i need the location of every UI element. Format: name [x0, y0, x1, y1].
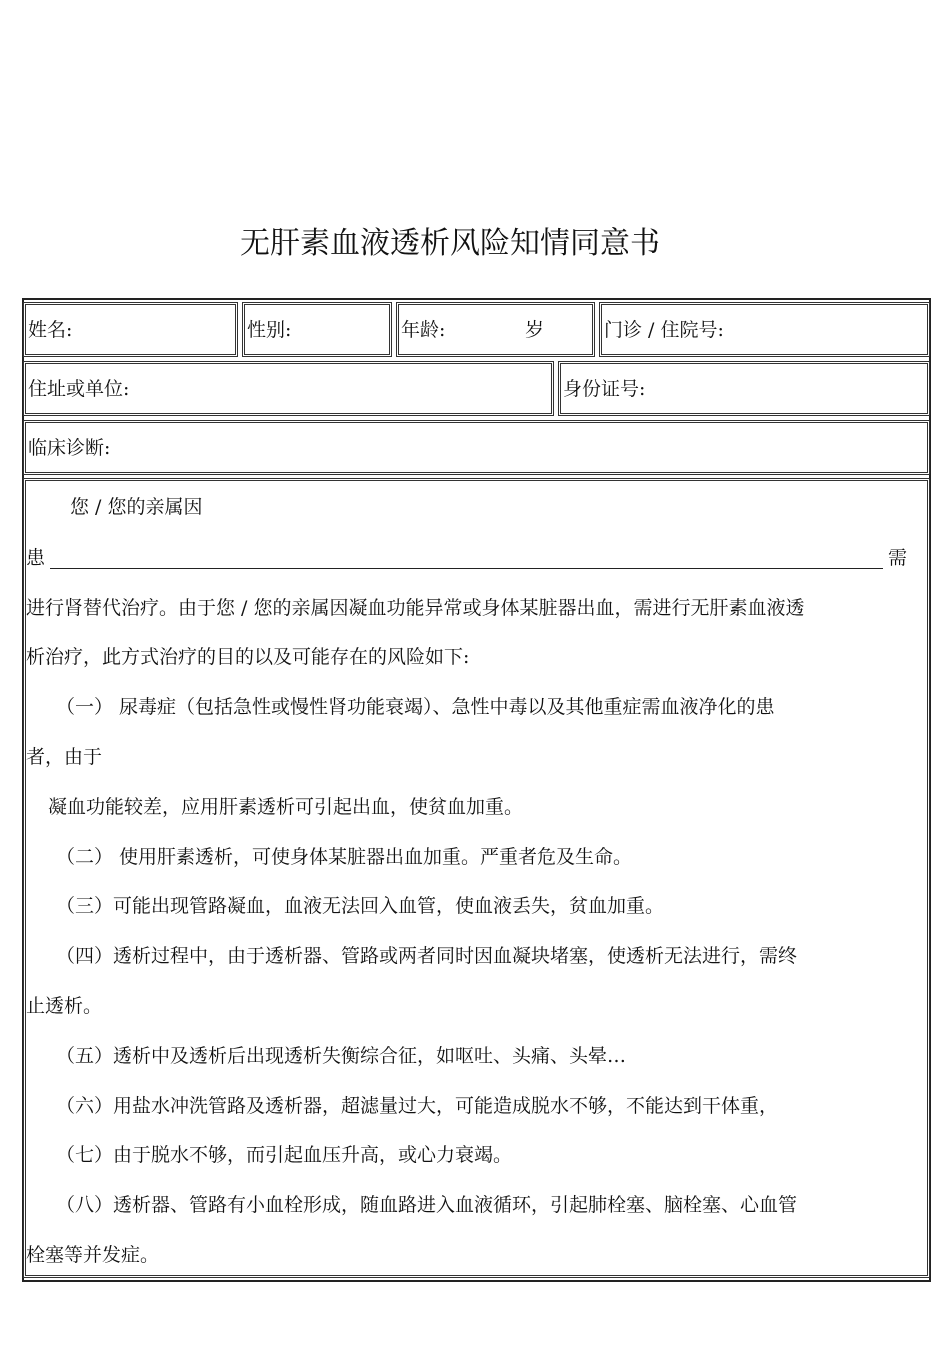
risk-1-line-3: 凝血功能较差，应用肝素透析可引起出血，使贫血加重。: [48, 796, 524, 818]
risk-1-line-2: 者，由于: [26, 746, 103, 768]
clinic-number-label: 门诊 / 住院号:: [604, 318, 724, 341]
intro-line-4: 析治疗，此方式治疗的目的以及可能存在的风险如下:: [26, 646, 470, 668]
gender-field[interactable]: [242, 302, 392, 357]
clinic-number-field[interactable]: [599, 302, 930, 357]
risk-8-line-2: 栓塞等并发症。: [26, 1244, 160, 1266]
name-field[interactable]: [23, 302, 238, 357]
risk-6: （六）用盐水冲洗管路及透析器，超滤量过大，可能造成脱水不够，不能达到干体重，: [56, 1095, 779, 1117]
diagnosis-label: 临床诊断:: [28, 436, 111, 459]
name-label: 姓名:: [28, 318, 73, 341]
risk-2: （二） 使用肝素透析，可使身体某脏器出血加重。严重者危及生命。: [56, 846, 633, 868]
gender-label: 性别:: [247, 318, 292, 341]
diagnosis-field[interactable]: [23, 420, 930, 475]
risk-3: （三）可能出现管路凝血，血液无法回入血管，使血液丢失，贫血加重。: [56, 895, 665, 917]
age-unit-label: 岁: [525, 318, 545, 341]
age-label: 年龄:: [401, 318, 446, 341]
address-label: 住址或单位:: [28, 377, 130, 400]
risk-8-line-1: （八）透析器、管路有小血栓形成，随血路进入血液循环，引起肺栓塞、脑栓塞、心血管: [56, 1194, 798, 1216]
diagnosis-blank-line[interactable]: [50, 568, 883, 569]
risk-7: （七）由于脱水不够，而引起血压升高，或心力衰竭。: [56, 1144, 513, 1166]
id-number-label: 身份证号:: [563, 377, 646, 400]
intro-line-3: 进行肾替代治疗。由于您 / 您的亲属因凝血功能异常或身体某脏器出血，需进行无肝素血液透: [26, 597, 805, 619]
intro-line-2-prefix: 患: [26, 547, 46, 569]
document-title: 无肝素血液透析风险知情同意书: [240, 226, 660, 261]
id-number-field[interactable]: [558, 361, 930, 416]
age-field[interactable]: [396, 302, 595, 357]
address-field[interactable]: [23, 361, 554, 416]
intro-line-2-suffix: 需: [888, 547, 908, 569]
risk-1-line-1: （一） 尿毒症（包括急性或慢性肾功能衰竭）、急性中毒以及其他重症需血液净化的患: [56, 696, 775, 718]
intro-line-1: 您 / 您的亲属因: [70, 496, 203, 518]
risk-4-line-2: 止透析。: [26, 995, 103, 1017]
risk-5: （五）透析中及透析后出现透析失衡综合征，如呕吐、头痛、头晕…: [56, 1045, 627, 1067]
risk-4-line-1: （四）透析过程中，由于透析器、管路或两者同时因血凝块堵塞，使透析无法进行，需终: [56, 945, 798, 967]
